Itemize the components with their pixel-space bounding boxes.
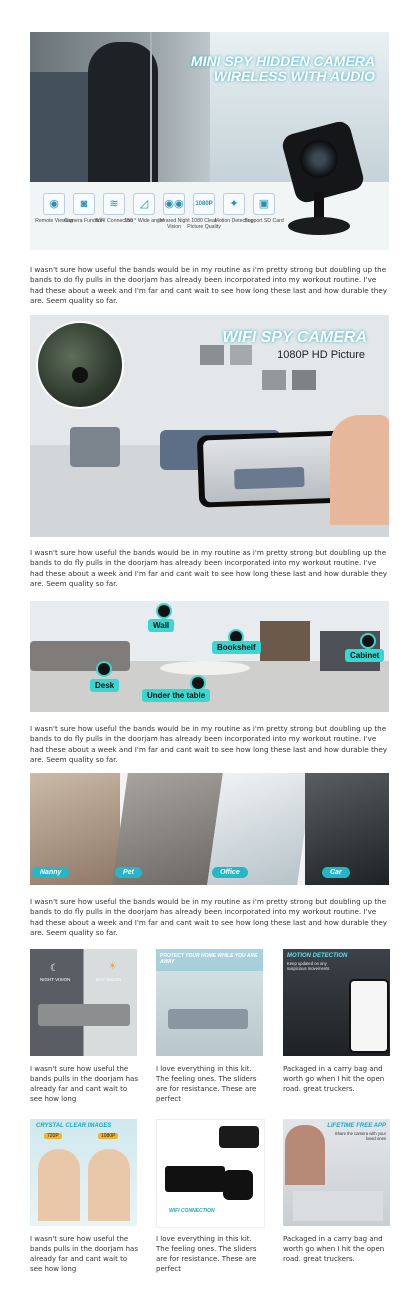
hero-banner-hidden-camera — [30, 32, 389, 250]
badge-1080p: 1080P — [98, 1133, 118, 1139]
feature-label: 150 ° Wide angle — [124, 218, 164, 224]
feature-label: 1080 Clear Picture Quality — [187, 218, 221, 231]
hero-title-line1: MINI SPY HIDDEN CAMERA — [190, 53, 375, 69]
scene-label: Nanny — [32, 867, 69, 878]
phone-alert — [349, 979, 389, 1053]
sun-icon: ☀ — [108, 961, 117, 972]
hero-title-line2: WIRELESS WITH AUDIO — [213, 68, 375, 84]
badge-720p: 720P — [44, 1133, 62, 1139]
feature-label: Infrared Night Vision — [158, 218, 190, 231]
caption-grid2-2: I love everything in this kit. The feeling ones. The sliders are for resistance. These are perfect — [156, 1235, 257, 1273]
camera-device-image — [280, 122, 385, 242]
room-bookshelf — [260, 621, 310, 661]
remote-viewing-icon: ◉ — [43, 193, 65, 215]
feature-label: Motion Detecting — [214, 218, 254, 224]
tile-protect-home — [156, 949, 263, 1056]
scene-label: Car — [322, 867, 350, 878]
camera-icon: ◙ — [73, 193, 95, 215]
caption-grid1-2: I love everything in this kit. The feeling ones. The sliders are for resistance. These are perfect — [156, 1065, 257, 1103]
tile-wifi-connection — [156, 1119, 265, 1228]
feature-label: Support SD Card — [244, 218, 284, 224]
tile-night-day-vision — [30, 949, 137, 1056]
review-paragraph-4: I wasn't sure how useful the bands would be in my routine as i'm pretty strong but doubling up the bands to do fly pulls in the doorjam has already been incorporated into my workout routine. I've had these about a week and I'm far and cant wait to see how long these last and how durable they are. Seem quality so far. — [30, 897, 387, 938]
room-sofa — [30, 641, 130, 671]
crystal-clear-title: CRYSTAL CLEAR IMAGES — [36, 1123, 112, 1129]
scene-label: Office — [212, 867, 248, 878]
feature-label: Remote Viewing — [35, 218, 73, 224]
plant-magnifier — [36, 321, 124, 409]
day-vision-badge: DAY VISION — [96, 977, 122, 982]
tile-crystal-clear — [30, 1119, 137, 1226]
wall-art — [200, 345, 224, 365]
smartphone-preview — [197, 430, 351, 507]
review-paragraph-2: I wasn't sure how useful the bands would be in my routine as i'm pretty strong but doubling up the bands to do fly pulls in the doorjam has already been incorporated into my workout routine. I've had these about a week and I'm far and cant wait to see how long these last and how durable they are. Seem quality so far. — [30, 548, 387, 589]
wifi-camera-banner — [30, 315, 389, 537]
placement-locations-banner — [30, 601, 389, 712]
scene-label: Pet — [115, 867, 142, 878]
sd-card-icon: ▣ — [253, 193, 275, 215]
free-app-subtitle: Share the camera with your loved ones — [334, 1131, 386, 1141]
use-cases-banner — [30, 773, 389, 885]
hd-1080p-icon: 1080P — [193, 193, 215, 215]
motion-detection-title: MOTION DETECTION — [287, 953, 348, 959]
caption-grid2-3: Packaged in a carry bag and worth go when I hit the open road. great truckers. — [283, 1235, 385, 1263]
armchair — [70, 427, 120, 467]
room-table — [160, 661, 250, 675]
location-label: Wall — [148, 619, 174, 632]
caption-grid1-1: I wasn't sure how useful the bands pulls in the doorjam has already far and cant wait to see how long — [30, 1065, 138, 1103]
free-app-title: LIFETIME FREE APP — [327, 1123, 386, 1129]
review-paragraph-3: I wasn't sure how useful the bands would be in my routine as i'm pretty strong but doubling up the bands to do fly pulls in the doorjam has already been incorporated into my workout routine. I've had these about a week and I'm far and cant wait to see how long these last and how durable they are. Seem quality so far. — [30, 724, 387, 765]
feature-label: Camera Function — [64, 218, 104, 224]
wifi-icon: ≋ — [103, 193, 125, 215]
feature-label: WIFI Connection — [94, 218, 134, 224]
review-paragraph-1: I wasn't sure how useful the bands would be in my routine as i'm pretty strong but doubling up the bands to do fly pulls in the doorjam has already been incorporated into my workout routine. I've had these about a week and I'm far and cant wait to see how long these last and how durable they are. Seem quality so far. — [30, 265, 387, 306]
feature-item — [244, 193, 284, 224]
location-label: Cabinet — [345, 649, 384, 662]
hero-title — [191, 54, 375, 84]
infrared-icon: ◉◉ — [163, 193, 185, 215]
wifi-connection-title: WIFI CONNECTION — [169, 1208, 215, 1214]
camera-location-marker — [96, 661, 112, 677]
hand — [330, 415, 389, 525]
location-label: Desk — [90, 679, 119, 692]
tile-free-app — [283, 1119, 390, 1226]
camera-location-marker — [360, 633, 376, 649]
tile-motion-detection — [283, 949, 390, 1056]
location-label: Bookshelf — [212, 641, 261, 654]
wifi-camera-title: WIFI SPY CAMERA — [222, 329, 367, 346]
caption-grid1-3: Packaged in a carry bag and worth go when I hit the open road. great truckers. — [283, 1065, 385, 1093]
motion-icon: ✦ — [223, 193, 245, 215]
camera-location-marker — [156, 603, 172, 619]
wifi-camera-subtitle: 1080P HD Picture — [277, 349, 365, 361]
caption-grid2-1: I wasn't sure how useful the bands pulls in the doorjam has already far and cant wait to see how long — [30, 1235, 138, 1273]
wide-angle-icon: ◿ — [133, 193, 155, 215]
motion-detection-subtitle: Keep updated on any suspicious movements — [287, 961, 330, 971]
location-label: Under the table — [142, 689, 210, 702]
night-vision-badge: NIGHT VISION — [40, 977, 71, 982]
moon-icon: ☾ — [50, 963, 59, 974]
protect-home-title: PROTECT YOUR HOME WHILE YOU ARE AWAY — [160, 953, 258, 965]
